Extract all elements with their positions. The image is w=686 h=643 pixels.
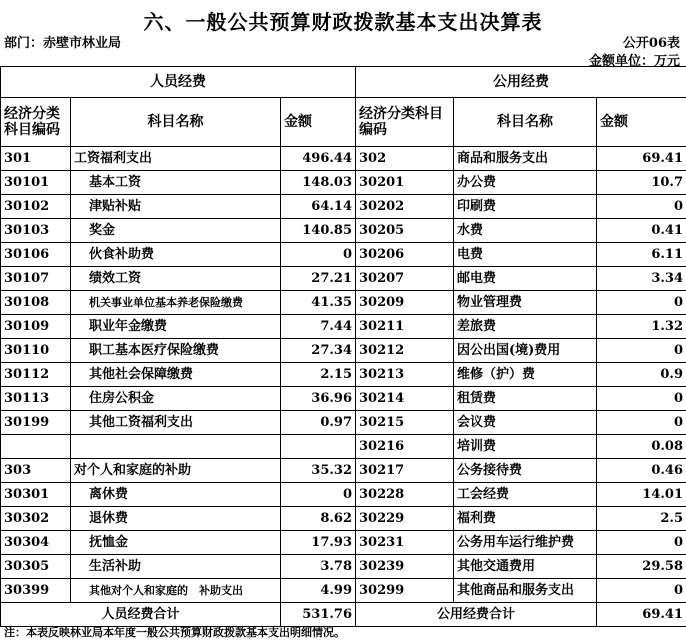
right-name-cell: 工会经费 xyxy=(454,483,597,507)
left-name-cell: 其他社会保障缴费 xyxy=(71,363,281,387)
right-amount-cell: 69.41 xyxy=(597,147,686,171)
left-amount-cell: 8.62 xyxy=(281,507,356,531)
left-name-cell: 机关事业单位基本养老保险缴费 xyxy=(71,291,281,315)
table-row xyxy=(1,147,686,171)
table-row xyxy=(1,315,686,339)
form-code: 公开06表 xyxy=(622,36,680,51)
left-code-cell xyxy=(1,435,71,459)
left-name-cell: 其他对个人和家庭的 补助支出 xyxy=(71,579,281,603)
left-code-cell: 30199 xyxy=(1,411,71,435)
right-code-cell: 30214 xyxy=(356,387,454,411)
right-name-cell: 差旅费 xyxy=(454,315,597,339)
right-code-cell: 30209 xyxy=(356,291,454,315)
left-code-cell: 30399 xyxy=(1,579,71,603)
right-amount-cell: 10.7 xyxy=(597,171,686,195)
left-name-cell: 伙食补助费 xyxy=(71,243,281,267)
right-amount-cell: 0.9 xyxy=(597,363,686,387)
left-name-cell: 职工基本医疗保险缴费 xyxy=(71,339,281,363)
table-row xyxy=(1,411,686,435)
right-code-cell: 30231 xyxy=(356,531,454,555)
right-code-cell: 30215 xyxy=(356,411,454,435)
left-amount-cell: 17.93 xyxy=(281,531,356,555)
left-code-cell: 30108 xyxy=(1,291,71,315)
table-row xyxy=(1,387,686,411)
right-code-cell: 30229 xyxy=(356,507,454,531)
right-code-cell: 30213 xyxy=(356,363,454,387)
table-row xyxy=(1,363,686,387)
left-amount-cell: 7.44 xyxy=(281,315,356,339)
department-label: 部门：赤壁市林业局 xyxy=(4,36,122,51)
right-name-cell: 水费 xyxy=(454,219,597,243)
left-code-cell: 30106 xyxy=(1,243,71,267)
left-code-cell: 30302 xyxy=(1,507,71,531)
footnote: 注：本表反映林业局本年度一般公共预算财政拨款基本支出明细情况。 xyxy=(4,626,345,639)
left-code-cell: 301 xyxy=(1,147,71,171)
left-name-cell: 其他工资福利支出 xyxy=(71,411,281,435)
page-title: 六、一般公共预算财政拨款基本支出决算表 xyxy=(143,10,543,34)
right-amount-cell: 2.5 xyxy=(597,507,686,531)
right-code-cell: 30216 xyxy=(356,435,454,459)
amount-header: 金额 xyxy=(597,98,686,147)
right-amount-cell: 0 xyxy=(597,531,686,555)
left-code-cell: 30109 xyxy=(1,315,71,339)
left-code-cell: 303 xyxy=(1,459,71,483)
expenditure-table xyxy=(0,66,686,627)
left-code-cell: 30112 xyxy=(1,363,71,387)
left-code-cell: 30305 xyxy=(1,555,71,579)
right-amount-cell: 0 xyxy=(597,339,686,363)
right-amount-cell: 0 xyxy=(597,195,686,219)
amount-unit: 金额单位：万元 xyxy=(588,54,680,69)
left-name-cell: 基本工资 xyxy=(71,171,281,195)
table-row xyxy=(1,243,686,267)
table-row xyxy=(1,507,686,531)
left-name-cell: 职业年金缴费 xyxy=(71,315,281,339)
table-row xyxy=(1,195,686,219)
table-row xyxy=(1,459,686,483)
right-code-cell: 302 xyxy=(356,147,454,171)
personnel-total-label: 人员经费合计 xyxy=(1,603,281,627)
right-code-cell: 30212 xyxy=(356,339,454,363)
left-amount-cell xyxy=(281,435,356,459)
table-row xyxy=(1,339,686,363)
right-code-cell: 30207 xyxy=(356,267,454,291)
right-name-cell: 维修（护）费 xyxy=(454,363,597,387)
left-amount-cell: 0.97 xyxy=(281,411,356,435)
right-amount-cell: 0.46 xyxy=(597,459,686,483)
right-code-cell: 30228 xyxy=(356,483,454,507)
right-amount-cell: 14.01 xyxy=(597,483,686,507)
left-amount-cell: 0 xyxy=(281,243,356,267)
left-amount-cell: 0 xyxy=(281,483,356,507)
right-name-cell: 电费 xyxy=(454,243,597,267)
public-total-label: 公用经费合计 xyxy=(356,603,597,627)
right-name-cell: 办公费 xyxy=(454,171,597,195)
right-name-cell: 因公出国(境)费用 xyxy=(454,339,597,363)
name-header: 科目名称 xyxy=(454,98,597,147)
table-group-header xyxy=(1,67,686,98)
right-name-cell: 租赁费 xyxy=(454,387,597,411)
public-header: 公用经费 xyxy=(356,67,686,98)
total-row xyxy=(1,603,686,627)
right-name-cell: 公务用车运行维护费 xyxy=(454,531,597,555)
left-code-cell: 30113 xyxy=(1,387,71,411)
right-name-cell: 其他交通费用 xyxy=(454,555,597,579)
left-amount-cell: 148.03 xyxy=(281,171,356,195)
right-name-cell: 印刷费 xyxy=(454,195,597,219)
right-code-cell: 30201 xyxy=(356,171,454,195)
left-name-cell: 工资福利支出 xyxy=(71,147,281,171)
right-amount-cell: 6.11 xyxy=(597,243,686,267)
table-row xyxy=(1,531,686,555)
right-code-cell: 30211 xyxy=(356,315,454,339)
right-code-cell: 30206 xyxy=(356,243,454,267)
left-code-cell: 30110 xyxy=(1,339,71,363)
right-code-cell: 30202 xyxy=(356,195,454,219)
table-row xyxy=(1,483,686,507)
left-code-cell: 30101 xyxy=(1,171,71,195)
table-row xyxy=(1,579,686,603)
table-row xyxy=(1,171,686,195)
left-amount-cell: 140.85 xyxy=(281,219,356,243)
right-amount-cell: 0 xyxy=(597,579,686,603)
left-code-cell: 30102 xyxy=(1,195,71,219)
right-code-cell: 30205 xyxy=(356,219,454,243)
left-name-cell: 对个人和家庭的补助 xyxy=(71,459,281,483)
right-name-cell: 邮电费 xyxy=(454,267,597,291)
right-name-cell: 其他商品和服务支出 xyxy=(454,579,597,603)
right-amount-cell: 1.32 xyxy=(597,315,686,339)
code-header: 经济分类科目编码 xyxy=(356,98,454,147)
left-amount-cell: 27.34 xyxy=(281,339,356,363)
left-code-cell: 30103 xyxy=(1,219,71,243)
personnel-header: 人员经费 xyxy=(1,67,356,98)
table-column-header xyxy=(1,98,686,147)
right-name-cell: 商品和服务支出 xyxy=(454,147,597,171)
left-name-cell xyxy=(71,435,281,459)
right-name-cell: 物业管理费 xyxy=(454,291,597,315)
left-name-cell: 离休费 xyxy=(71,483,281,507)
left-amount-cell: 36.96 xyxy=(281,387,356,411)
right-amount-cell: 0.41 xyxy=(597,219,686,243)
left-code-cell: 30301 xyxy=(1,483,71,507)
table-row xyxy=(1,267,686,291)
personnel-total-amount: 531.76 xyxy=(281,603,356,627)
left-name-cell: 津贴补贴 xyxy=(71,195,281,219)
table-row xyxy=(1,555,686,579)
right-amount-cell: 29.58 xyxy=(597,555,686,579)
left-name-cell: 抚恤金 xyxy=(71,531,281,555)
right-amount-cell: 0 xyxy=(597,387,686,411)
left-code-cell: 30107 xyxy=(1,267,71,291)
left-name-cell: 奖金 xyxy=(71,219,281,243)
right-name-cell: 培训费 xyxy=(454,435,597,459)
left-amount-cell: 3.78 xyxy=(281,555,356,579)
table-row xyxy=(1,435,686,459)
right-amount-cell: 0 xyxy=(597,291,686,315)
right-name-cell: 会议费 xyxy=(454,411,597,435)
left-amount-cell: 35.32 xyxy=(281,459,356,483)
right-name-cell: 公务接待费 xyxy=(454,459,597,483)
table-row xyxy=(1,291,686,315)
table-row xyxy=(1,219,686,243)
name-header: 科目名称 xyxy=(71,98,281,147)
left-name-cell: 退休费 xyxy=(71,507,281,531)
left-amount-cell: 2.15 xyxy=(281,363,356,387)
right-amount-cell: 0 xyxy=(597,411,686,435)
right-amount-cell: 0.08 xyxy=(597,435,686,459)
right-amount-cell: 3.34 xyxy=(597,267,686,291)
right-name-cell: 福利费 xyxy=(454,507,597,531)
left-name-cell: 绩效工资 xyxy=(71,267,281,291)
left-amount-cell: 64.14 xyxy=(281,195,356,219)
amount-header: 金额 xyxy=(281,98,356,147)
left-amount-cell: 4.99 xyxy=(281,579,356,603)
left-code-cell: 30304 xyxy=(1,531,71,555)
left-amount-cell: 41.35 xyxy=(281,291,356,315)
right-code-cell: 30217 xyxy=(356,459,454,483)
right-code-cell: 30239 xyxy=(356,555,454,579)
left-name-cell: 住房公积金 xyxy=(71,387,281,411)
code-header: 经济分类科目编码 xyxy=(1,98,71,147)
public-total-amount: 69.41 xyxy=(597,603,686,627)
left-amount-cell: 496.44 xyxy=(281,147,356,171)
right-code-cell: 30299 xyxy=(356,579,454,603)
left-name-cell: 生活补助 xyxy=(71,555,281,579)
left-amount-cell: 27.21 xyxy=(281,267,356,291)
